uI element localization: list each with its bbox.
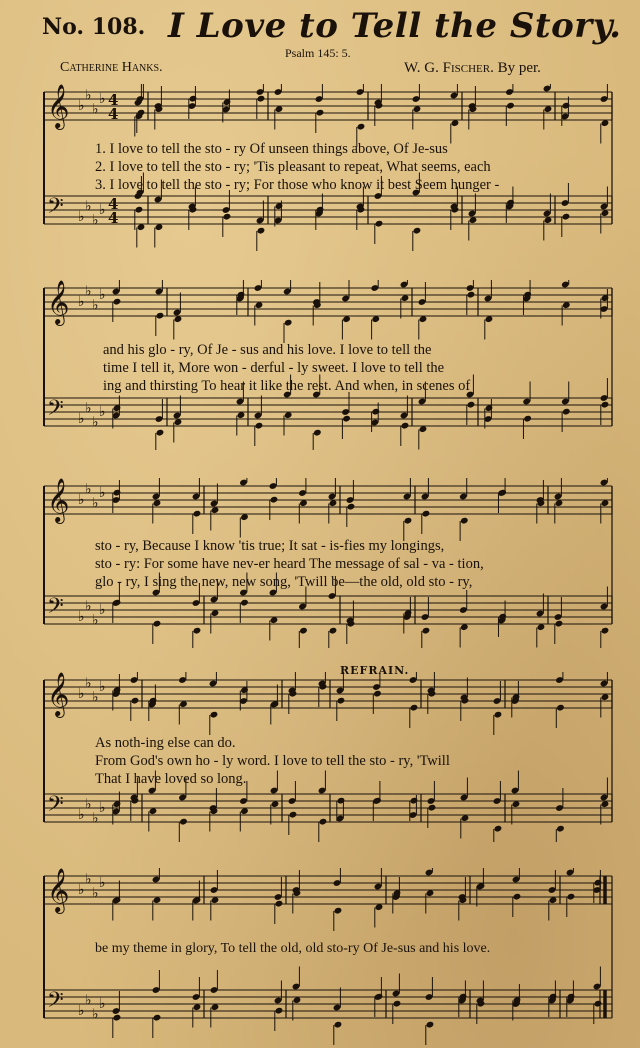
notehead: [319, 818, 328, 826]
treble-clef-icon: 𝄞: [47, 280, 70, 324]
notehead: [257, 227, 266, 235]
notehead: [153, 620, 162, 628]
notehead: [156, 312, 165, 320]
hymn-number: No. 108.: [42, 14, 146, 40]
flat-sign-icon: ♭: [85, 598, 92, 615]
notehead: [284, 319, 293, 327]
flat-sign-icon: ♭: [99, 485, 106, 501]
lyric-line-4-2: From God's own ho - ly word. I love to tell the sto - ry, 'Twill: [95, 753, 450, 769]
notehead: [460, 517, 469, 525]
notehead: [594, 1000, 603, 1008]
notehead: [223, 213, 232, 221]
flat-sign-icon: ♭: [85, 87, 92, 104]
notehead: [289, 811, 298, 819]
notehead: [113, 1014, 122, 1022]
notehead: [313, 429, 322, 437]
hymn-title: I Love to Tell the Story.: [168, 6, 622, 46]
treble-clef-icon: 𝄞: [47, 868, 70, 912]
notehead: [337, 797, 346, 805]
notehead: [422, 510, 431, 518]
notehead: [153, 1014, 162, 1022]
notehead: [556, 704, 565, 712]
treble-clef-icon: 𝄞: [47, 84, 70, 128]
notehead: [467, 401, 476, 409]
time-signature-top: 4: [108, 91, 119, 109]
notehead: [494, 825, 503, 833]
lyric-line-3-2: sto - ry: For some have nev-er heard The message of sal - va - tion,: [95, 556, 484, 572]
treble-clef-icon: 𝄞: [47, 478, 70, 522]
notehead: [410, 704, 419, 712]
notehead: [556, 825, 565, 833]
time-signature-top: 4: [108, 195, 119, 213]
bass-clef-icon: 𝄢: [47, 396, 64, 426]
notehead: [329, 627, 338, 635]
notehead: [562, 102, 571, 110]
bass-clef-icon: 𝄢: [47, 988, 64, 1018]
lyric-line-2-1: and his glo - ry, Of Je - sus and his love. I love to tell the: [103, 342, 432, 358]
lyric-line-2-2: time I tell it, More won - derful - ly sweet. I love to tell the: [103, 360, 445, 376]
flat-sign-icon: ♭: [92, 297, 99, 314]
flat-sign-icon: ♭: [78, 882, 85, 898]
scripture-reference: Psalm 145: 5.: [285, 46, 351, 60]
notehead: [156, 429, 165, 437]
flat-sign-icon: ♭: [92, 612, 99, 629]
notehead: [299, 627, 308, 635]
notehead: [275, 900, 284, 908]
flat-sign-icon: ♭: [85, 400, 92, 417]
lyric-line-4-1: As noth-ing else can do.: [95, 735, 236, 751]
notehead: [342, 415, 351, 423]
notehead: [494, 711, 503, 719]
notehead: [270, 496, 279, 504]
flat-sign-icon: ♭: [85, 675, 92, 692]
flat-sign-icon: ♭: [85, 992, 92, 1009]
notehead: [334, 907, 343, 915]
flat-sign-icon: ♭: [92, 689, 99, 706]
notehead: [401, 422, 410, 430]
flat-sign-icon: ♭: [92, 212, 99, 229]
flat-sign-icon: ♭: [85, 796, 92, 813]
flat-sign-icon: ♭: [78, 209, 85, 225]
notehead: [179, 818, 188, 826]
flat-sign-icon: ♭: [92, 495, 99, 512]
lyric-line-1-3: 3. I love to tell the sto - ry; For those who know it best Seem hunger -: [95, 177, 500, 193]
flat-sign-icon: ♭: [99, 800, 106, 816]
notehead: [240, 599, 249, 607]
flat-sign-icon: ♭: [78, 686, 85, 702]
flat-sign-icon: ♭: [78, 411, 85, 427]
notehead: [426, 1021, 435, 1029]
notehead: [357, 123, 366, 131]
flat-sign-icon: ♭: [99, 679, 106, 695]
lyricist-credit: Catherine Hanks.: [60, 60, 163, 75]
refrain-label: REFRAIN.: [340, 664, 410, 677]
notehead: [316, 109, 325, 117]
notehead: [334, 1021, 343, 1029]
notehead: [131, 697, 140, 705]
flat-sign-icon: ♭: [99, 287, 106, 303]
flat-sign-icon: ♭: [78, 807, 85, 823]
notehead: [347, 503, 356, 511]
flat-sign-icon: ♭: [78, 492, 85, 508]
flat-sign-icon: ♭: [78, 294, 85, 310]
flat-sign-icon: ♭: [92, 414, 99, 431]
notehead: [467, 291, 476, 299]
notehead: [210, 711, 219, 719]
flat-sign-icon: ♭: [99, 996, 106, 1012]
flat-sign-icon: ♭: [85, 283, 92, 300]
notehead: [601, 627, 610, 635]
permission-note: By per.: [497, 60, 541, 76]
lyric-line-4-3: That I have loved so long.: [95, 771, 247, 787]
flat-sign-icon: ♭: [99, 875, 106, 891]
treble-clef-icon: 𝄞: [47, 672, 70, 716]
lyric-line-3-3: glo - ry, I sing the new, new song, 'Twill be—the old, old sto - ry,: [95, 574, 473, 590]
composer-name: W. G. Fischer.: [404, 60, 494, 76]
notehead: [413, 227, 422, 235]
notehead: [567, 893, 576, 901]
flat-sign-icon: ♭: [85, 871, 92, 888]
flat-sign-icon: ♭: [92, 101, 99, 118]
notehead: [257, 95, 266, 103]
flat-sign-icon: ♭: [85, 481, 92, 498]
notehead: [513, 893, 522, 901]
bass-clef-icon: 𝄢: [47, 594, 64, 624]
flat-sign-icon: ♭: [99, 404, 106, 420]
notehead: [428, 804, 437, 812]
flat-sign-icon: ♭: [92, 885, 99, 902]
notehead: [393, 1000, 402, 1008]
notehead: [601, 401, 610, 409]
notehead: [193, 510, 202, 518]
notehead: [555, 620, 564, 628]
flat-sign-icon: ♭: [78, 609, 85, 625]
lyric-line-3-1: sto - ry, Because I know 'tis true; It sat - is-fies my longings,: [95, 538, 445, 554]
notehead: [562, 408, 571, 416]
notehead: [506, 102, 515, 110]
notehead: [422, 627, 431, 635]
lyric-line-5-1: be my theme in glory, To tell the old, old sto-ry Of Je-sus and his love.: [95, 941, 491, 956]
flat-sign-icon: ♭: [78, 1003, 85, 1019]
notehead: [193, 627, 202, 635]
flat-sign-icon: ♭: [85, 198, 92, 215]
time-signature-bottom: 4: [108, 209, 119, 227]
lyric-line-2-3: ing and thirsting To hear it like the rest. And when, in scenes of: [103, 378, 471, 394]
time-signature-bottom: 4: [108, 105, 119, 123]
notehead: [371, 408, 380, 416]
flat-sign-icon: ♭: [99, 202, 106, 218]
notehead: [113, 489, 122, 497]
bass-clef-icon: 𝄢: [47, 194, 64, 224]
notehead: [404, 517, 413, 525]
lyric-line-1-1: 1. I love to tell the sto - ry Of unseen things above, Of Je-sus: [95, 141, 448, 157]
notehead: [523, 415, 532, 423]
notehead: [562, 213, 571, 221]
flat-sign-icon: ♭: [92, 1006, 99, 1023]
notehead: [373, 690, 382, 698]
notehead: [375, 220, 384, 228]
flat-sign-icon: ♭: [99, 91, 106, 107]
notehead: [135, 206, 144, 214]
lyric-line-1-2: 2. I love to tell the sto - ry; 'Tis pleasant to repeat, What seems, each: [95, 159, 491, 175]
bass-clef-icon: 𝄢: [47, 792, 64, 822]
notehead: [410, 797, 419, 805]
notehead: [255, 422, 264, 430]
flat-sign-icon: ♭: [92, 810, 99, 827]
notehead: [275, 1007, 284, 1015]
staff-system-5: [0, 868, 640, 1048]
notehead: [189, 95, 198, 103]
notehead: [337, 697, 346, 705]
notehead: [594, 879, 603, 887]
notehead: [113, 298, 122, 306]
flat-sign-icon: ♭: [99, 602, 106, 618]
composer-credit: [404, 60, 541, 77]
flat-sign-icon: ♭: [78, 98, 85, 114]
